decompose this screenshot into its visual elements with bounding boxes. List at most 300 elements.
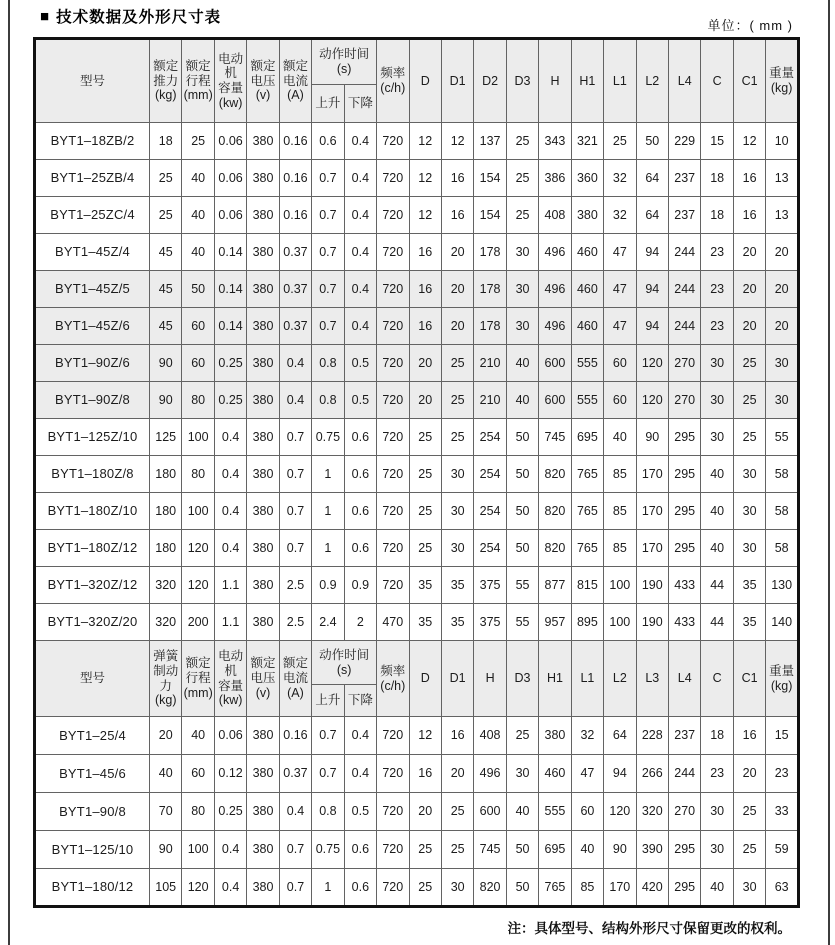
value-cell: 0.37 — [279, 755, 311, 793]
value-cell: 105 — [150, 869, 182, 907]
value-cell: 765 — [571, 456, 603, 493]
value-cell: 30 — [701, 831, 733, 869]
col-header-dim: C — [701, 39, 733, 123]
value-cell: 154 — [474, 160, 506, 197]
value-cell: 20 — [409, 345, 441, 382]
value-cell: 20 — [733, 755, 765, 793]
table-row — [35, 234, 799, 271]
model-cell: BYT1–25ZC/4 — [35, 197, 150, 234]
value-cell: 180 — [150, 530, 182, 567]
page-right-rule — [828, 0, 830, 945]
value-cell: 20 — [409, 793, 441, 831]
value-cell: 266 — [636, 755, 668, 793]
value-cell: 25 — [506, 123, 538, 160]
value-cell: 0.5 — [344, 382, 376, 419]
value-cell: 720 — [377, 793, 409, 831]
value-cell: 380 — [247, 456, 279, 493]
value-cell: 30 — [733, 869, 765, 907]
col-header-dim: H1 — [571, 39, 603, 123]
value-cell: 50 — [506, 493, 538, 530]
value-cell: 380 — [247, 271, 279, 308]
value-cell: 0.7 — [312, 717, 344, 755]
value-cell: 360 — [571, 160, 603, 197]
value-cell: 25 — [733, 345, 765, 382]
value-cell: 154 — [474, 197, 506, 234]
value-cell: 0.4 — [344, 123, 376, 160]
value-cell: 40 — [506, 382, 538, 419]
value-cell: 0.25 — [214, 382, 246, 419]
value-cell: 496 — [474, 755, 506, 793]
value-cell: 720 — [377, 456, 409, 493]
value-cell: 765 — [539, 869, 571, 907]
col-header-dim: D3 — [506, 39, 538, 123]
value-cell: 380 — [247, 604, 279, 641]
col-header-dim: C — [701, 641, 733, 717]
value-cell: 25 — [733, 831, 765, 869]
value-cell: 25 — [409, 493, 441, 530]
value-cell: 16 — [409, 234, 441, 271]
value-cell: 25 — [409, 456, 441, 493]
value-cell: 30 — [701, 793, 733, 831]
value-cell: 0.7 — [279, 419, 311, 456]
value-cell: 58 — [766, 530, 799, 567]
value-cell: 25 — [409, 530, 441, 567]
value-cell: 720 — [377, 234, 409, 271]
value-cell: 60 — [182, 308, 214, 345]
value-cell: 170 — [636, 530, 668, 567]
value-cell: 16 — [441, 197, 473, 234]
table-row — [35, 419, 799, 456]
col-header-frequency: 频率 (c/h) — [377, 641, 409, 717]
value-cell: 895 — [571, 604, 603, 641]
value-cell: 295 — [669, 530, 701, 567]
value-cell: 18 — [701, 717, 733, 755]
value-cell: 0.4 — [214, 493, 246, 530]
value-cell: 25 — [441, 831, 473, 869]
value-cell: 820 — [539, 493, 571, 530]
value-cell: 0.4 — [214, 869, 246, 907]
value-cell: 0.6 — [344, 493, 376, 530]
value-cell: 23 — [701, 234, 733, 271]
table-row — [35, 604, 799, 641]
model-cell: BYT1–320Z/12 — [35, 567, 150, 604]
value-cell: 0.14 — [214, 234, 246, 271]
value-cell: 178 — [474, 234, 506, 271]
value-cell: 720 — [377, 831, 409, 869]
value-cell: 254 — [474, 456, 506, 493]
value-cell: 23 — [766, 755, 799, 793]
value-cell: 44 — [701, 567, 733, 604]
value-cell: 85 — [571, 869, 603, 907]
value-cell: 30 — [701, 345, 733, 382]
value-cell: 0.06 — [214, 123, 246, 160]
value-cell: 120 — [636, 345, 668, 382]
value-cell: 85 — [604, 530, 636, 567]
value-cell: 254 — [474, 419, 506, 456]
value-cell: 555 — [571, 382, 603, 419]
value-cell: 270 — [669, 793, 701, 831]
value-cell: 60 — [182, 345, 214, 382]
value-cell: 380 — [247, 793, 279, 831]
value-cell: 25 — [733, 793, 765, 831]
value-cell: 270 — [669, 382, 701, 419]
col-header-action-time: 动作时间 (s) — [312, 641, 377, 685]
value-cell: 0.4 — [214, 419, 246, 456]
value-cell: 30 — [441, 869, 473, 907]
value-cell: 254 — [474, 530, 506, 567]
value-cell: 40 — [604, 419, 636, 456]
value-cell: 408 — [474, 717, 506, 755]
col-header-dim: D1 — [441, 641, 473, 717]
value-cell: 58 — [766, 493, 799, 530]
value-cell: 720 — [377, 123, 409, 160]
model-cell: BYT1–25/4 — [35, 717, 150, 755]
value-cell: 100 — [604, 604, 636, 641]
value-cell: 190 — [636, 604, 668, 641]
table-row — [35, 530, 799, 567]
value-cell: 0.75 — [312, 419, 344, 456]
value-cell: 200 — [182, 604, 214, 641]
value-cell: 380 — [247, 345, 279, 382]
value-cell: 90 — [604, 831, 636, 869]
col-header-dim: D3 — [506, 641, 538, 717]
value-cell: 0.6 — [312, 123, 344, 160]
value-cell: 60 — [604, 382, 636, 419]
value-cell: 63 — [766, 869, 799, 907]
value-cell: 20 — [733, 234, 765, 271]
value-cell: 25 — [506, 160, 538, 197]
value-cell: 0.7 — [279, 831, 311, 869]
col-header-dim: D — [409, 39, 441, 123]
value-cell: 0.6 — [344, 456, 376, 493]
value-cell: 180 — [150, 456, 182, 493]
value-cell: 20 — [441, 234, 473, 271]
value-cell: 0.16 — [279, 123, 311, 160]
value-cell: 47 — [604, 234, 636, 271]
value-cell: 18 — [701, 197, 733, 234]
section-bullet-icon: ■ — [40, 7, 50, 25]
value-cell: 720 — [377, 308, 409, 345]
value-cell: 18 — [701, 160, 733, 197]
table-wrap — [33, 37, 800, 908]
value-cell: 0.7 — [279, 493, 311, 530]
value-cell: 23 — [701, 308, 733, 345]
value-cell: 50 — [636, 123, 668, 160]
value-cell: 320 — [636, 793, 668, 831]
value-cell: 2.5 — [279, 567, 311, 604]
value-cell: 137 — [474, 123, 506, 160]
value-cell: 100 — [182, 493, 214, 530]
value-cell: 40 — [182, 197, 214, 234]
value-cell: 877 — [539, 567, 571, 604]
value-cell: 50 — [506, 456, 538, 493]
value-cell: 64 — [604, 717, 636, 755]
value-cell: 295 — [669, 869, 701, 907]
col-header-weight: 重量 (kg) — [766, 641, 799, 717]
value-cell: 380 — [247, 382, 279, 419]
table-row — [35, 160, 799, 197]
value-cell: 244 — [669, 308, 701, 345]
col-header-model: 型号 — [35, 39, 150, 123]
col-header-spec: 额定 电压 (v) — [247, 39, 279, 123]
value-cell: 25 — [150, 160, 182, 197]
value-cell: 380 — [247, 308, 279, 345]
value-cell: 0.4 — [344, 197, 376, 234]
col-header-dim: L3 — [636, 641, 668, 717]
value-cell: 295 — [669, 493, 701, 530]
value-cell: 60 — [182, 755, 214, 793]
value-cell: 16 — [733, 197, 765, 234]
value-cell: 380 — [247, 123, 279, 160]
value-cell: 170 — [636, 456, 668, 493]
value-cell: 120 — [182, 530, 214, 567]
col-header-spec: 额定 电流 (A) — [279, 641, 311, 717]
value-cell: 25 — [604, 123, 636, 160]
value-cell: 40 — [701, 530, 733, 567]
table-row — [35, 567, 799, 604]
value-cell: 55 — [766, 419, 799, 456]
value-cell: 380 — [247, 197, 279, 234]
value-cell: 0.37 — [279, 271, 311, 308]
value-cell: 16 — [441, 160, 473, 197]
value-cell: 120 — [636, 382, 668, 419]
value-cell: 70 — [150, 793, 182, 831]
value-cell: 100 — [182, 419, 214, 456]
value-cell: 50 — [506, 419, 538, 456]
value-cell: 0.25 — [214, 345, 246, 382]
table-row — [35, 755, 799, 793]
value-cell: 380 — [247, 717, 279, 755]
value-cell: 408 — [539, 197, 571, 234]
value-cell: 254 — [474, 493, 506, 530]
value-cell: 25 — [733, 419, 765, 456]
value-cell: 20 — [441, 271, 473, 308]
value-cell: 20 — [766, 308, 799, 345]
value-cell: 40 — [150, 755, 182, 793]
value-cell: 32 — [604, 160, 636, 197]
value-cell: 12 — [409, 123, 441, 160]
value-cell: 40 — [701, 493, 733, 530]
col-header-spec: 电动机 容量 (kw) — [214, 39, 246, 123]
col-header-dim: L4 — [669, 641, 701, 717]
col-header-dim: H — [539, 39, 571, 123]
value-cell: 380 — [247, 419, 279, 456]
value-cell: 0.06 — [214, 717, 246, 755]
value-cell: 55 — [506, 567, 538, 604]
value-cell: 2.4 — [312, 604, 344, 641]
value-cell: 295 — [669, 456, 701, 493]
value-cell: 50 — [506, 869, 538, 907]
value-cell: 90 — [150, 345, 182, 382]
table-row — [35, 308, 799, 345]
col-header-rise: 上升 — [312, 85, 344, 123]
value-cell: 0.8 — [312, 382, 344, 419]
model-cell: BYT1–45Z/6 — [35, 308, 150, 345]
value-cell: 94 — [636, 234, 668, 271]
value-cell: 820 — [474, 869, 506, 907]
value-cell: 30 — [701, 419, 733, 456]
value-cell: 16 — [409, 308, 441, 345]
value-cell: 320 — [150, 567, 182, 604]
value-cell: 420 — [636, 869, 668, 907]
col-header-dim: L1 — [571, 641, 603, 717]
value-cell: 94 — [636, 308, 668, 345]
value-cell: 380 — [247, 493, 279, 530]
value-cell: 25 — [409, 419, 441, 456]
value-cell: 0.4 — [214, 456, 246, 493]
value-cell: 32 — [604, 197, 636, 234]
value-cell: 170 — [636, 493, 668, 530]
value-cell: 600 — [539, 382, 571, 419]
value-cell: 0.16 — [279, 160, 311, 197]
value-cell: 32 — [571, 717, 603, 755]
value-cell: 0.5 — [344, 345, 376, 382]
col-header-fall: 下降 — [344, 85, 376, 123]
value-cell: 720 — [377, 271, 409, 308]
value-cell: 30 — [506, 234, 538, 271]
value-cell: 178 — [474, 308, 506, 345]
value-cell: 386 — [539, 160, 571, 197]
value-cell: 295 — [669, 419, 701, 456]
col-header-spec: 额定 行程 (mm) — [182, 641, 214, 717]
value-cell: 120 — [182, 869, 214, 907]
model-cell: BYT1–320Z/20 — [35, 604, 150, 641]
value-cell: 25 — [409, 831, 441, 869]
value-cell: 23 — [701, 755, 733, 793]
col-header-action-time: 动作时间 (s) — [312, 39, 377, 85]
value-cell: 35 — [409, 567, 441, 604]
table-row — [35, 831, 799, 869]
unit-label: 单位：( mm ) — [707, 18, 793, 33]
value-cell: 470 — [377, 604, 409, 641]
value-cell: 0.7 — [312, 160, 344, 197]
value-cell: 0.14 — [214, 308, 246, 345]
value-cell: 460 — [571, 234, 603, 271]
value-cell: 720 — [377, 419, 409, 456]
value-cell: 380 — [247, 755, 279, 793]
value-cell: 125 — [150, 419, 182, 456]
value-cell: 380 — [247, 234, 279, 271]
value-cell: 20 — [441, 755, 473, 793]
value-cell: 496 — [539, 234, 571, 271]
value-cell: 321 — [571, 123, 603, 160]
title-row — [40, 5, 221, 27]
value-cell: 94 — [636, 271, 668, 308]
value-cell: 1 — [312, 869, 344, 907]
value-cell: 720 — [377, 382, 409, 419]
value-cell: 80 — [182, 793, 214, 831]
value-cell: 0.16 — [279, 197, 311, 234]
col-header-dim: C1 — [733, 39, 765, 123]
value-cell: 40 — [571, 831, 603, 869]
value-cell: 47 — [604, 308, 636, 345]
col-header-dim: D — [409, 641, 441, 717]
value-cell: 0.75 — [312, 831, 344, 869]
value-cell: 35 — [733, 604, 765, 641]
value-cell: 210 — [474, 345, 506, 382]
value-cell: 35 — [441, 604, 473, 641]
col-header-frequency: 频率 (c/h) — [377, 39, 409, 123]
value-cell: 33 — [766, 793, 799, 831]
model-cell: BYT1–180Z/12 — [35, 530, 150, 567]
page-left-rule — [8, 0, 10, 945]
value-cell: 496 — [539, 271, 571, 308]
value-cell: 390 — [636, 831, 668, 869]
value-cell: 50 — [182, 271, 214, 308]
table-body — [35, 39, 799, 907]
value-cell: 40 — [701, 869, 733, 907]
value-cell: 64 — [636, 160, 668, 197]
value-cell: 90 — [150, 831, 182, 869]
value-cell: 0.37 — [279, 234, 311, 271]
value-cell: 210 — [474, 382, 506, 419]
value-cell: 600 — [539, 345, 571, 382]
value-cell: 45 — [150, 234, 182, 271]
value-cell: 237 — [669, 717, 701, 755]
value-cell: 820 — [539, 530, 571, 567]
col-header-dim: H1 — [539, 641, 571, 717]
col-header-dim: D2 — [474, 39, 506, 123]
value-cell: 13 — [766, 160, 799, 197]
col-header-dim: L2 — [636, 39, 668, 123]
value-cell: 80 — [182, 456, 214, 493]
value-cell: 15 — [766, 717, 799, 755]
value-cell: 30 — [506, 308, 538, 345]
value-cell: 40 — [506, 345, 538, 382]
table-row — [35, 382, 799, 419]
col-header-spec: 额定 电压 (v) — [247, 641, 279, 717]
col-header-dim: L2 — [604, 641, 636, 717]
value-cell: 47 — [571, 755, 603, 793]
value-cell: 25 — [733, 382, 765, 419]
value-cell: 35 — [441, 567, 473, 604]
value-cell: 433 — [669, 604, 701, 641]
value-cell: 20 — [150, 717, 182, 755]
value-cell: 20 — [733, 271, 765, 308]
value-cell: 0.7 — [312, 271, 344, 308]
table-row — [35, 493, 799, 530]
value-cell: 1.1 — [214, 567, 246, 604]
value-cell: 765 — [571, 530, 603, 567]
col-header-spec: 电动机 容量 (kw) — [214, 641, 246, 717]
value-cell: 460 — [571, 308, 603, 345]
model-cell: BYT1–90Z/6 — [35, 345, 150, 382]
value-cell: 720 — [377, 160, 409, 197]
value-cell: 600 — [474, 793, 506, 831]
model-cell: BYT1–45/6 — [35, 755, 150, 793]
value-cell: 12 — [409, 197, 441, 234]
value-cell: 30 — [766, 382, 799, 419]
model-cell: BYT1–180Z/8 — [35, 456, 150, 493]
value-cell: 20 — [733, 308, 765, 345]
model-cell: BYT1–18ZB/2 — [35, 123, 150, 160]
col-header-model: 型号 — [35, 641, 150, 717]
value-cell: 0.7 — [279, 456, 311, 493]
value-cell: 745 — [539, 419, 571, 456]
value-cell: 720 — [377, 567, 409, 604]
value-cell: 375 — [474, 604, 506, 641]
model-cell: BYT1–25ZB/4 — [35, 160, 150, 197]
col-header-fall: 下降 — [344, 685, 376, 717]
table-row — [35, 197, 799, 234]
value-cell: 100 — [182, 831, 214, 869]
value-cell: 1 — [312, 530, 344, 567]
value-cell: 720 — [377, 493, 409, 530]
value-cell: 55 — [506, 604, 538, 641]
value-cell: 40 — [182, 234, 214, 271]
value-cell: 745 — [474, 831, 506, 869]
value-cell: 0.06 — [214, 197, 246, 234]
